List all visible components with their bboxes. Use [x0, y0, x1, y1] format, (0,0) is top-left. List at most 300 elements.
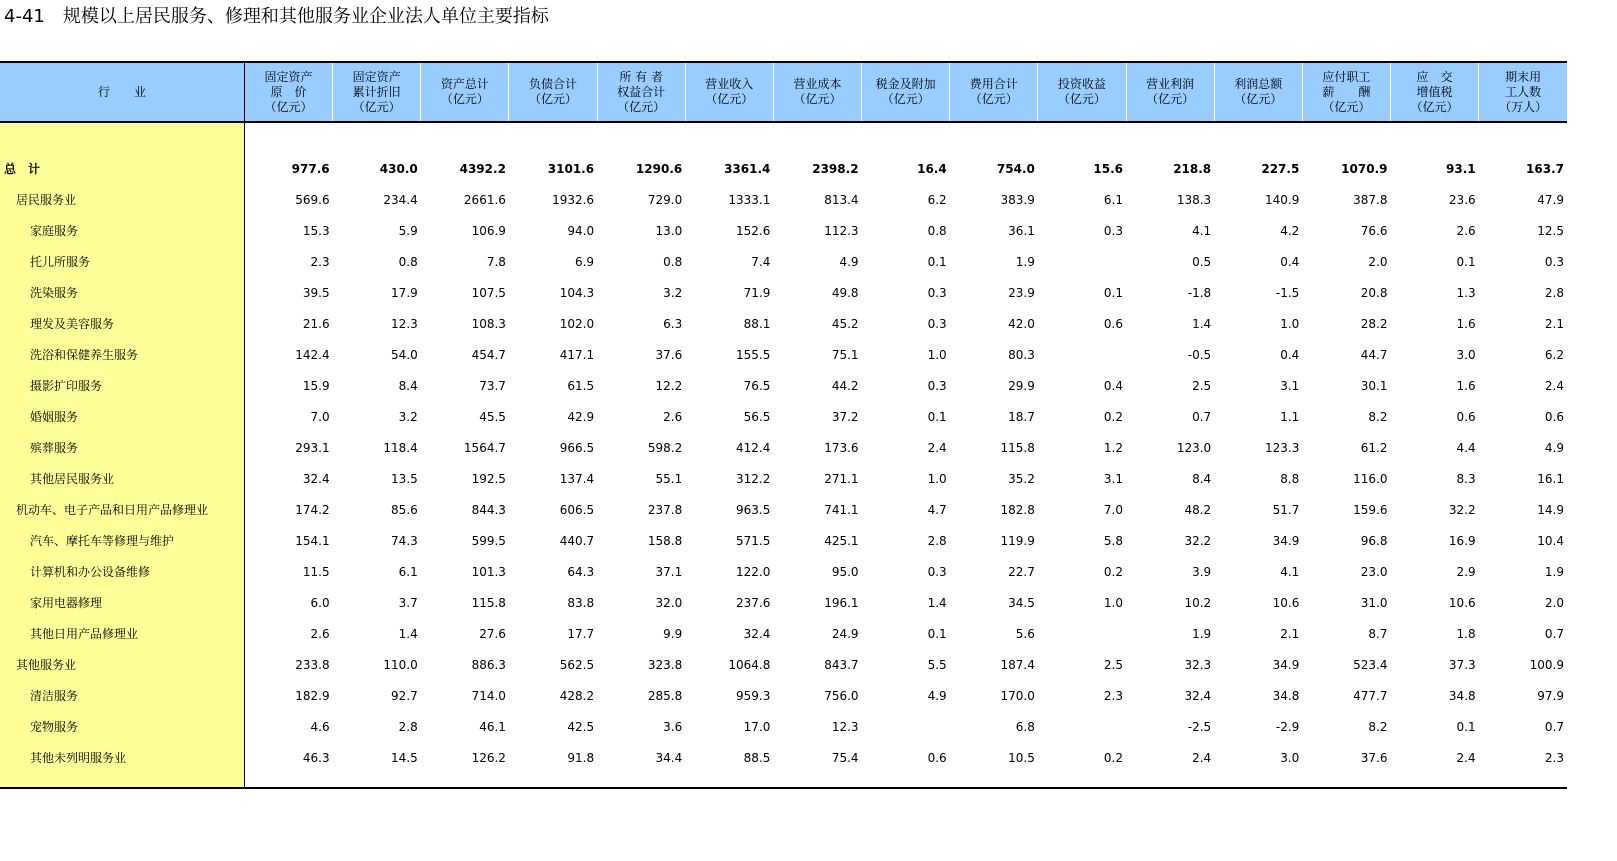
value-cell: 182.8 — [1000, 502, 1035, 517]
value-cell: 93.1 — [1446, 161, 1476, 176]
value-cell: 32.4 — [302, 471, 330, 486]
value-cell: 13.0 — [655, 223, 683, 238]
blank-cell — [685, 773, 773, 788]
value-cell: 158.8 — [647, 533, 683, 548]
value-cell: 2.6 — [310, 626, 330, 641]
value-cell: 3.6 — [663, 719, 683, 734]
value-cell: 4392.2 — [459, 161, 506, 176]
value-cell: 32.2 — [1448, 502, 1476, 517]
value-cell: 1.9 — [1192, 626, 1212, 641]
value-cell: 45.5 — [479, 409, 506, 424]
value-cell: 123.0 — [1176, 440, 1212, 455]
value-cell: 108.3 — [471, 316, 506, 331]
value-cell — [1038, 618, 1126, 649]
value-cell: 3.0 — [1280, 750, 1300, 765]
value-cell: 1.8 — [1456, 626, 1476, 641]
value-cell: 76.6 — [1360, 223, 1388, 238]
value-cell: 16.4 — [917, 161, 947, 176]
header-col-5 — [597, 62, 685, 122]
value-cell: 383.9 — [1000, 192, 1035, 207]
value-cell: 2.8 — [927, 533, 947, 548]
value-cell: 0.4 — [1280, 347, 1300, 362]
value-cell: 4.1 — [1192, 223, 1212, 238]
value-cell: -1.8 — [1187, 285, 1212, 300]
blank-cell — [1302, 122, 1390, 153]
industry-blank-cell — [0, 773, 244, 788]
value-cell: 1.4 — [1192, 316, 1212, 331]
value-cell: 7.8 — [486, 254, 506, 269]
value-cell: 85.6 — [391, 502, 418, 517]
header-col-11 — [1126, 62, 1214, 122]
industry-name: 计算机和办公设备维修 — [0, 556, 244, 587]
value-cell: 6.1 — [398, 564, 418, 579]
header-label-line: （亿元） — [969, 92, 1018, 106]
blank-cell — [1302, 773, 1390, 788]
value-cell: 0.3 — [927, 378, 947, 393]
value-cell: 14.9 — [1537, 502, 1564, 517]
value-cell: 0.1 — [927, 626, 947, 641]
industry-name: 总 计 — [0, 153, 244, 184]
value-cell: 182.9 — [295, 688, 330, 703]
value-cell: 5.6 — [1015, 626, 1035, 641]
header-label-line: 营业利润 — [1146, 77, 1195, 91]
value-cell: 3.2 — [398, 409, 418, 424]
header-label-line: 固定资产 — [264, 69, 313, 84]
table-row — [0, 463, 1567, 494]
value-cell: 599.5 — [471, 533, 506, 548]
blank-cell — [950, 773, 1038, 788]
value-cell: 0.3 — [1544, 254, 1564, 269]
blank-cell — [421, 773, 509, 788]
value-cell: 48.2 — [1184, 502, 1212, 517]
value-cell: 430.0 — [379, 161, 418, 176]
header-col-1 — [244, 62, 332, 122]
value-cell: 234.4 — [383, 192, 418, 207]
value-cell: 2.1 — [1544, 316, 1564, 331]
table-row — [0, 215, 1567, 246]
value-cell: 0.3 — [927, 285, 947, 300]
value-cell: 1.9 — [1015, 254, 1035, 269]
value-cell: 1.3 — [1456, 285, 1476, 300]
header-industry: 行 业 — [0, 62, 244, 122]
value-cell: 37.2 — [831, 409, 859, 424]
value-cell: 37.6 — [1360, 750, 1388, 765]
header-label-line: 资产总计 — [440, 77, 489, 91]
value-cell: 23.9 — [1008, 285, 1035, 300]
value-cell: 0.1 — [927, 254, 947, 269]
value-cell: 5.8 — [1103, 533, 1124, 548]
value-cell: 0.8 — [927, 223, 947, 238]
value-cell: 2.1 — [1280, 626, 1300, 641]
industry-name: 洗染服务 — [0, 277, 244, 308]
value-cell: 0.6 — [1456, 409, 1476, 424]
header-label-line: 累计折旧 — [352, 84, 401, 99]
industry-name: 家庭服务 — [0, 215, 244, 246]
value-cell: -1.5 — [1275, 285, 1300, 300]
value-cell: 126.2 — [471, 750, 506, 765]
value-cell: 55.1 — [655, 471, 683, 486]
blank-cell — [1126, 773, 1214, 788]
header-label-line: （亿元） — [528, 92, 577, 106]
header-label-line: 权益合计 — [617, 84, 666, 99]
value-cell: 23.0 — [1360, 564, 1388, 579]
value-cell: 15.3 — [302, 223, 330, 238]
header-label-line: （亿元） — [705, 92, 754, 106]
value-cell: 61.2 — [1360, 440, 1388, 455]
header-label-line: 费用合计 — [969, 77, 1018, 91]
value-cell: 440.7 — [559, 533, 595, 548]
blank-cell — [950, 122, 1038, 153]
header-label-line: 增值税 — [1416, 84, 1453, 99]
value-cell: -2.9 — [1275, 719, 1300, 734]
value-cell: 1333.1 — [728, 192, 771, 207]
table-row — [0, 742, 1567, 773]
blank-cell — [1390, 122, 1478, 153]
value-cell: 42.9 — [567, 409, 595, 424]
value-cell: 56.5 — [743, 409, 771, 424]
value-cell: 323.8 — [647, 657, 683, 672]
header-label-line: （万人） — [1499, 99, 1548, 114]
header-col-13 — [1302, 62, 1390, 122]
value-cell: 2.3 — [1103, 688, 1124, 703]
blank-cell — [244, 122, 332, 153]
value-cell: 137.4 — [559, 471, 595, 486]
value-cell: 0.3 — [927, 564, 947, 579]
value-cell: 46.1 — [479, 719, 506, 734]
value-cell: 1290.6 — [635, 161, 683, 176]
blank-cell — [773, 773, 861, 788]
blank-cell — [509, 773, 597, 788]
value-cell: 15.9 — [302, 378, 330, 393]
value-cell: 562.5 — [559, 657, 595, 672]
value-cell: 0.2 — [1103, 750, 1124, 765]
value-cell: 88.5 — [743, 750, 771, 765]
value-cell: 1.6 — [1456, 378, 1476, 393]
value-cell: 94.0 — [567, 223, 595, 238]
value-cell: 0.2 — [1103, 409, 1124, 424]
value-cell: 11.5 — [302, 564, 330, 579]
table-row — [0, 649, 1567, 680]
value-cell: 1.2 — [1103, 440, 1124, 455]
value-cell: 606.5 — [559, 502, 595, 517]
value-cell: 756.0 — [824, 688, 859, 703]
value-cell: 5.9 — [398, 223, 418, 238]
value-cell: 32.3 — [1184, 657, 1212, 672]
value-cell: -2.5 — [1187, 719, 1212, 734]
value-cell: 10.2 — [1184, 595, 1212, 610]
value-cell: 6.3 — [663, 316, 683, 331]
value-cell: 4.4 — [1456, 440, 1476, 455]
value-cell: 293.1 — [295, 440, 330, 455]
value-cell: 3101.6 — [547, 161, 595, 176]
value-cell: 32.0 — [655, 595, 683, 610]
blank-cell — [862, 122, 950, 153]
value-cell: 44.7 — [1360, 347, 1388, 362]
value-cell: 154.1 — [295, 533, 330, 548]
header-label-line: 营业收入 — [705, 77, 754, 91]
value-cell: 387.8 — [1353, 192, 1388, 207]
header-label-line: 应 交 — [1416, 69, 1453, 84]
blank-cell — [597, 773, 685, 788]
value-cell: 75.1 — [831, 347, 859, 362]
value-cell: 173.6 — [824, 440, 859, 455]
blank-cell — [773, 122, 861, 153]
value-cell: 959.3 — [736, 688, 771, 703]
header-label-line: 固定资产 — [352, 69, 401, 84]
value-cell: 6.2 — [1544, 347, 1564, 362]
value-cell: 8.4 — [398, 378, 418, 393]
value-cell: 2.0 — [1544, 595, 1564, 610]
value-cell: 428.2 — [559, 688, 595, 703]
value-cell: 12.3 — [391, 316, 418, 331]
value-cell: 37.3 — [1448, 657, 1476, 672]
table-row — [0, 680, 1567, 711]
blank-cell — [509, 122, 597, 153]
value-cell: 1.0 — [927, 347, 947, 362]
table-row — [0, 370, 1567, 401]
value-cell: 2.5 — [1192, 378, 1212, 393]
value-cell: 152.6 — [736, 223, 771, 238]
value-cell: 0.7 — [1192, 409, 1212, 424]
value-cell: 417.1 — [559, 347, 595, 362]
value-cell: 24.9 — [831, 626, 859, 641]
value-cell: 977.6 — [291, 161, 330, 176]
value-cell: 312.2 — [736, 471, 771, 486]
value-cell: 187.4 — [1000, 657, 1035, 672]
value-cell: 96.8 — [1360, 533, 1388, 548]
value-cell: 1.1 — [1280, 409, 1300, 424]
value-cell: 741.1 — [824, 502, 859, 517]
value-cell: 2661.6 — [463, 192, 506, 207]
value-cell: 285.8 — [647, 688, 683, 703]
value-cell: 88.1 — [743, 316, 771, 331]
value-cell: 4.1 — [1280, 564, 1300, 579]
value-cell: 844.3 — [471, 502, 506, 517]
value-cell: 886.3 — [471, 657, 506, 672]
value-cell: 966.5 — [559, 440, 595, 455]
value-cell: 412.4 — [736, 440, 771, 455]
blank-cell — [685, 122, 773, 153]
value-cell: 2.9 — [1456, 564, 1476, 579]
blank-cell — [597, 122, 685, 153]
header-col-14 — [1390, 62, 1478, 122]
header-col-3 — [421, 62, 509, 122]
table-row — [0, 494, 1567, 525]
header-col-6 — [685, 62, 773, 122]
value-cell: 140.9 — [1264, 192, 1300, 207]
table-row — [0, 432, 1567, 463]
value-cell: -0.5 — [1187, 347, 1212, 362]
header-label-line: 薪 酬 — [1322, 84, 1371, 99]
value-cell: 571.5 — [736, 533, 771, 548]
value-cell: 46.3 — [302, 750, 330, 765]
value-cell: 8.8 — [1280, 471, 1300, 486]
value-cell: 2398.2 — [812, 161, 859, 176]
value-cell: 1.6 — [1456, 316, 1476, 331]
value-cell: 32.4 — [1184, 688, 1212, 703]
indicators-table — [0, 61, 1567, 789]
value-cell: 477.7 — [1353, 688, 1388, 703]
value-cell: 0.1 — [1103, 285, 1124, 300]
value-cell: 107.5 — [471, 285, 506, 300]
header-label-line: 所 有 者 — [619, 69, 663, 84]
blank-cell — [1214, 122, 1302, 153]
header-label-line: （亿元） — [1234, 92, 1283, 106]
value-cell: 34.8 — [1272, 688, 1300, 703]
value-cell: 813.4 — [824, 192, 859, 207]
header-label-line: （亿元） — [264, 99, 313, 114]
table-row — [0, 308, 1567, 339]
value-cell: 115.8 — [1000, 440, 1035, 455]
industry-name: 家用电器修理 — [0, 587, 244, 618]
value-cell: 192.5 — [471, 471, 506, 486]
value-cell: 47.9 — [1537, 192, 1564, 207]
value-cell: 64.3 — [567, 564, 595, 579]
value-cell: 10.5 — [1008, 750, 1035, 765]
value-cell: 6.1 — [1103, 192, 1124, 207]
value-cell — [1038, 246, 1126, 277]
header-col-15 — [1479, 62, 1567, 122]
value-cell — [862, 711, 950, 742]
value-cell: 10.6 — [1448, 595, 1476, 610]
value-cell: 2.0 — [1368, 254, 1388, 269]
value-cell: 843.7 — [824, 657, 859, 672]
table-row — [0, 153, 1567, 184]
value-cell: 91.8 — [567, 750, 595, 765]
value-cell: 32.4 — [743, 626, 771, 641]
value-cell: 271.1 — [824, 471, 859, 486]
value-cell: 34.9 — [1272, 533, 1300, 548]
value-cell: 4.9 — [839, 254, 859, 269]
value-cell: 74.3 — [391, 533, 418, 548]
header-label-line: （亿元） — [1322, 99, 1371, 114]
value-cell: 1564.7 — [463, 440, 506, 455]
value-cell: 5.5 — [927, 657, 947, 672]
spacer-row — [0, 122, 1567, 153]
value-cell: 138.3 — [1176, 192, 1212, 207]
value-cell: 2.4 — [1192, 750, 1212, 765]
table-row — [0, 525, 1567, 556]
value-cell: 0.8 — [398, 254, 418, 269]
value-cell: 30.1 — [1360, 378, 1388, 393]
bottom-row — [0, 773, 1567, 788]
value-cell: 2.4 — [1456, 750, 1476, 765]
value-cell: 102.0 — [559, 316, 595, 331]
table-row — [0, 587, 1567, 618]
value-cell: 6.9 — [574, 254, 595, 269]
value-cell: 15.6 — [1093, 161, 1124, 176]
value-cell: 729.0 — [647, 192, 683, 207]
value-cell: 119.9 — [1000, 533, 1035, 548]
value-cell: 76.5 — [743, 378, 771, 393]
value-cell: 0.6 — [927, 750, 947, 765]
value-cell: 100.9 — [1529, 657, 1564, 672]
industry-name: 理发及美容服务 — [0, 308, 244, 339]
value-cell — [1038, 711, 1126, 742]
value-cell: 97.9 — [1537, 688, 1564, 703]
value-cell: 21.6 — [302, 316, 330, 331]
value-cell: 0.7 — [1544, 626, 1564, 641]
industry-name: 其他日用产品修理业 — [0, 618, 244, 649]
industry-name: 洗浴和保健养生服务 — [0, 339, 244, 370]
value-cell: 425.1 — [824, 533, 859, 548]
value-cell: 71.9 — [743, 285, 771, 300]
value-cell: 196.1 — [824, 595, 859, 610]
value-cell: 35.2 — [1008, 471, 1035, 486]
industry-name: 汽车、摩托车等修理与维护 — [0, 525, 244, 556]
header-label-line: （亿元） — [793, 92, 842, 106]
value-cell: 569.6 — [295, 192, 330, 207]
value-cell: 31.0 — [1360, 595, 1388, 610]
industry-name: 居民服务业 — [0, 184, 244, 215]
value-cell: 37.6 — [655, 347, 683, 362]
value-cell: 10.4 — [1537, 533, 1564, 548]
value-cell: 0.4 — [1280, 254, 1300, 269]
value-cell: 9.9 — [663, 626, 683, 641]
value-cell: 42.0 — [1008, 316, 1035, 331]
value-cell: 44.2 — [831, 378, 859, 393]
value-cell: 0.8 — [663, 254, 683, 269]
table-row — [0, 246, 1567, 277]
industry-name: 婚姻服务 — [0, 401, 244, 432]
value-cell: 10.6 — [1272, 595, 1300, 610]
value-cell: 598.2 — [647, 440, 683, 455]
industry-name: 机动车、电子产品和日用产品修理业 — [0, 494, 244, 525]
value-cell: 3.7 — [398, 595, 418, 610]
value-cell: 0.4 — [1103, 378, 1124, 393]
blank-cell — [1390, 773, 1478, 788]
value-cell: 92.7 — [391, 688, 418, 703]
value-cell: 34.4 — [655, 750, 683, 765]
header-label-line: （亿元） — [352, 99, 401, 114]
value-cell: 123.3 — [1264, 440, 1300, 455]
blank-cell — [1038, 773, 1126, 788]
value-cell: 1.0 — [1280, 316, 1300, 331]
value-cell: 714.0 — [471, 688, 506, 703]
value-cell: 2.3 — [310, 254, 330, 269]
value-cell: 1070.9 — [1341, 161, 1388, 176]
blank-cell — [1126, 122, 1214, 153]
blank-cell — [862, 773, 950, 788]
value-cell: 20.8 — [1360, 285, 1388, 300]
value-cell: 6.0 — [310, 595, 330, 610]
value-cell: 16.1 — [1537, 471, 1564, 486]
value-cell: 6.2 — [927, 192, 947, 207]
header-label-line: 利润总额 — [1234, 77, 1283, 91]
table-row — [0, 401, 1567, 432]
blank-cell — [244, 773, 332, 788]
value-cell: 0.3 — [927, 316, 947, 331]
value-cell: 8.4 — [1192, 471, 1212, 486]
value-cell: 16.9 — [1448, 533, 1476, 548]
industry-name: 其他未列明服务业 — [0, 742, 244, 773]
value-cell: 523.4 — [1353, 657, 1388, 672]
value-cell: 0.2 — [1103, 564, 1124, 579]
value-cell: 3.1 — [1280, 378, 1300, 393]
value-cell: 4.7 — [927, 502, 947, 517]
value-cell: 2.4 — [1544, 378, 1564, 393]
value-cell: 110.0 — [383, 657, 418, 672]
value-cell: 112.3 — [824, 223, 859, 238]
blank-cell — [1479, 122, 1567, 153]
value-cell: 754.0 — [996, 161, 1035, 176]
value-cell: 115.8 — [471, 595, 506, 610]
value-cell: 45.2 — [831, 316, 859, 331]
value-cell: 122.0 — [736, 564, 771, 579]
value-cell: 7.0 — [1103, 502, 1124, 517]
header-label-line: （亿元） — [617, 99, 666, 114]
blank-cell — [333, 122, 421, 153]
